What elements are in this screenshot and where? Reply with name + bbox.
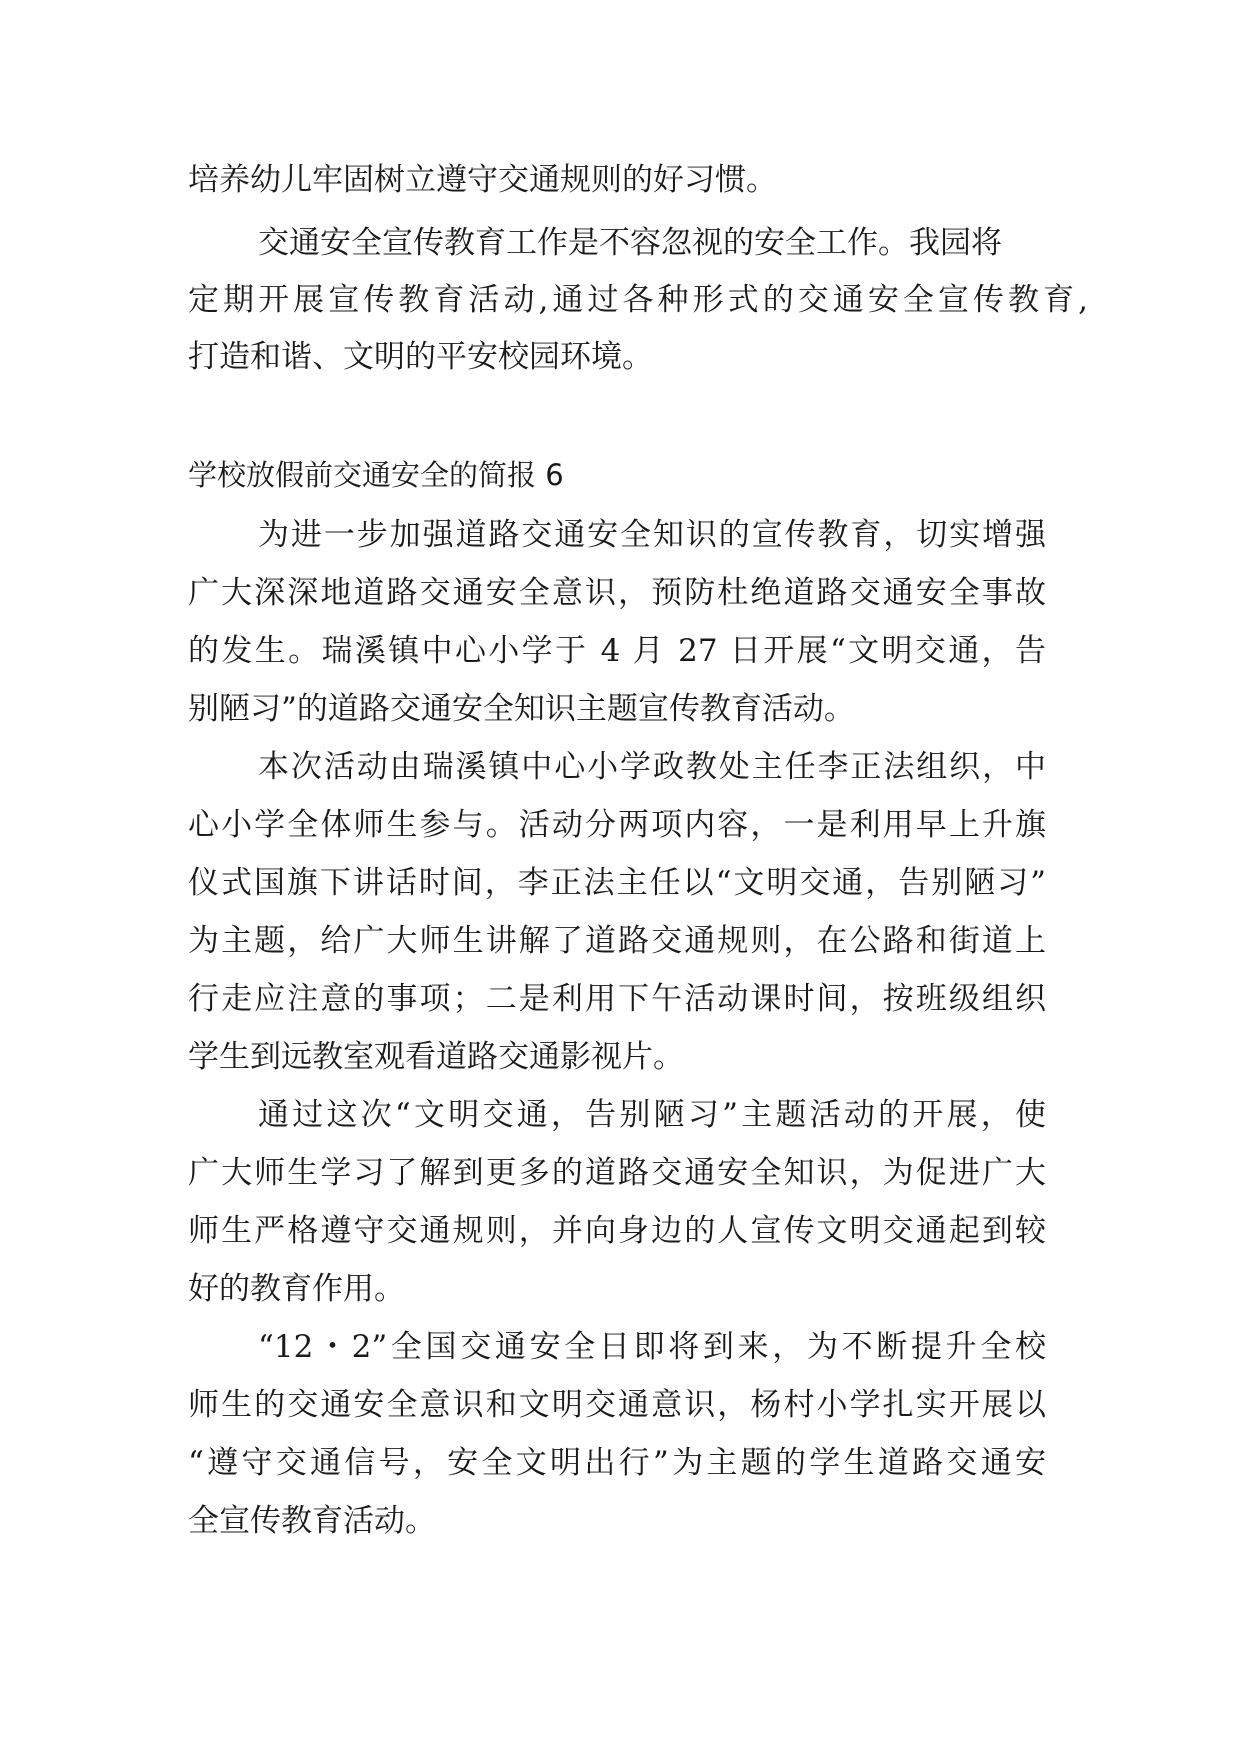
paragraph-line: 全宣传教育活动。: [188, 1503, 436, 1539]
paragraph-line: 通过这次“文明交通，告别陋习”主题活动的开展，使: [258, 1097, 1046, 1133]
paragraph-line: 广大深深地道路交通安全意识，预防杜绝道路交通安全事故: [188, 575, 1046, 611]
paragraph-line: 行走应注意的事项；二是利用下午活动课时间，按班级组织: [188, 981, 1046, 1017]
paragraph-line: 培养幼儿牢固树立遵守交通规则的好习惯。: [188, 162, 777, 198]
paragraph-line: 师生的交通安全意识和文明交通意识，杨村小学扎实开展以: [188, 1387, 1046, 1423]
paragraph-line: 为进一步加强道路交通安全知识的宣传教育，切实增强: [258, 517, 1046, 553]
paragraph-line: 打造和谐、文明的平安校园环境。: [188, 339, 653, 375]
paragraph-line: 学生到远教室观看道路交通影视片。: [188, 1039, 684, 1075]
section-heading: 学校放假前交通安全的简报 6: [188, 458, 564, 492]
paragraph-line: 仪式国旗下讲话时间，李正法主任以“文明交通，告别陋习”: [188, 865, 1046, 901]
paragraph-line: 为主题，给广大师生讲解了道路交通规则，在公路和街道上: [188, 923, 1046, 959]
paragraph-line: “12・2”全国交通安全日即将到来，为不断提升全校: [258, 1329, 1046, 1365]
paragraph-line: 好的教育作用。: [188, 1271, 405, 1307]
paragraph-line: 定期开展宣传教育活动,通过各种形式的交通安全宣传教育,: [188, 282, 1088, 318]
paragraph-line: 交通安全宣传教育工作是不容忽视的安全工作。我园将: [258, 225, 1002, 261]
paragraph-line: 广大师生学习了解到更多的道路交通安全知识，为促进广大: [188, 1155, 1046, 1191]
paragraph-line: 别陋习”的道路交通安全知识主题宣传教育活动。: [188, 691, 855, 727]
paragraph-line: 师生严格遵守交通规则，并向身边的人宣传文明交通起到较: [188, 1213, 1046, 1249]
paragraph-line: 心小学全体师生参与。活动分两项内容，一是利用早上升旗: [188, 807, 1046, 843]
paragraph-line: “遵守交通信号，安全文明出行”为主题的学生道路交通安: [188, 1445, 1046, 1481]
paragraph-line: 本次活动由瑞溪镇中心小学政教处主任李正法组织，中: [258, 749, 1046, 785]
paragraph-line: 的发生。瑞溪镇中心小学于 4 月 27 日开展“文明交通，告: [188, 633, 1046, 669]
